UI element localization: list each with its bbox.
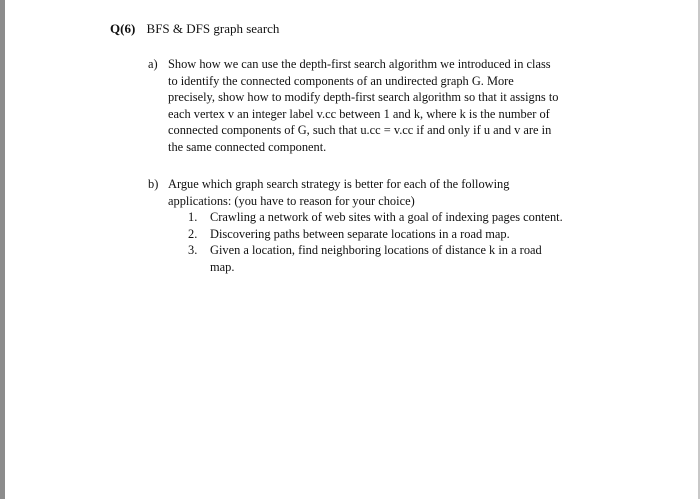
- applications-list: [188, 209, 618, 275]
- part-a-letter: a): [148, 57, 158, 71]
- part-b-letter: b): [148, 177, 159, 191]
- part-a-line-5: connected components of G, such that u.cc = v.cc if and only if u and v are in: [168, 123, 552, 138]
- part-a-line-1: Show how we can use the depth-first search algorithm we introduced in class: [168, 57, 551, 71]
- list-item: [188, 209, 618, 226]
- list-item-number: 2.: [188, 226, 198, 241]
- list-item: [188, 242, 618, 275]
- list-item-text: Given a location, find neighboring locations of distance k in a road: [210, 243, 542, 258]
- part-b-body: [168, 176, 618, 276]
- question-header: [110, 20, 279, 38]
- list-item-text: Discovering paths between separate locations in a road map.: [210, 226, 510, 241]
- list-item-text-continued: map.: [210, 259, 235, 274]
- list-item: [188, 226, 618, 243]
- list-item-number: 1.: [188, 210, 198, 225]
- part-a-line-6: the same connected component.: [168, 139, 327, 154]
- question-number: Q(6): [110, 21, 136, 36]
- part-a: [148, 56, 618, 156]
- question-title: BFS & DFS graph search: [146, 21, 280, 36]
- list-item-number: 3.: [188, 243, 198, 258]
- list-item-text: Crawling a network of web sites with a goal of indexing pages content.: [210, 210, 563, 225]
- part-a-line-4: each vertex v an integer label v.cc between 1 and k, where k is the number of: [168, 106, 550, 121]
- part-a-body: [168, 56, 618, 156]
- part-b-intro-line-2: applications: (you have to reason for your choice): [168, 193, 415, 208]
- page-left-border: [0, 0, 5, 499]
- part-a-line-2: to identify the connected components of an undirected graph G. More: [168, 73, 514, 88]
- part-b: [148, 176, 618, 276]
- part-b-intro-line-1: Argue which graph search strategy is better for each of the following: [168, 177, 510, 191]
- part-a-line-3: precisely, show how to modify depth-first search algorithm so that it assigns to: [168, 90, 559, 105]
